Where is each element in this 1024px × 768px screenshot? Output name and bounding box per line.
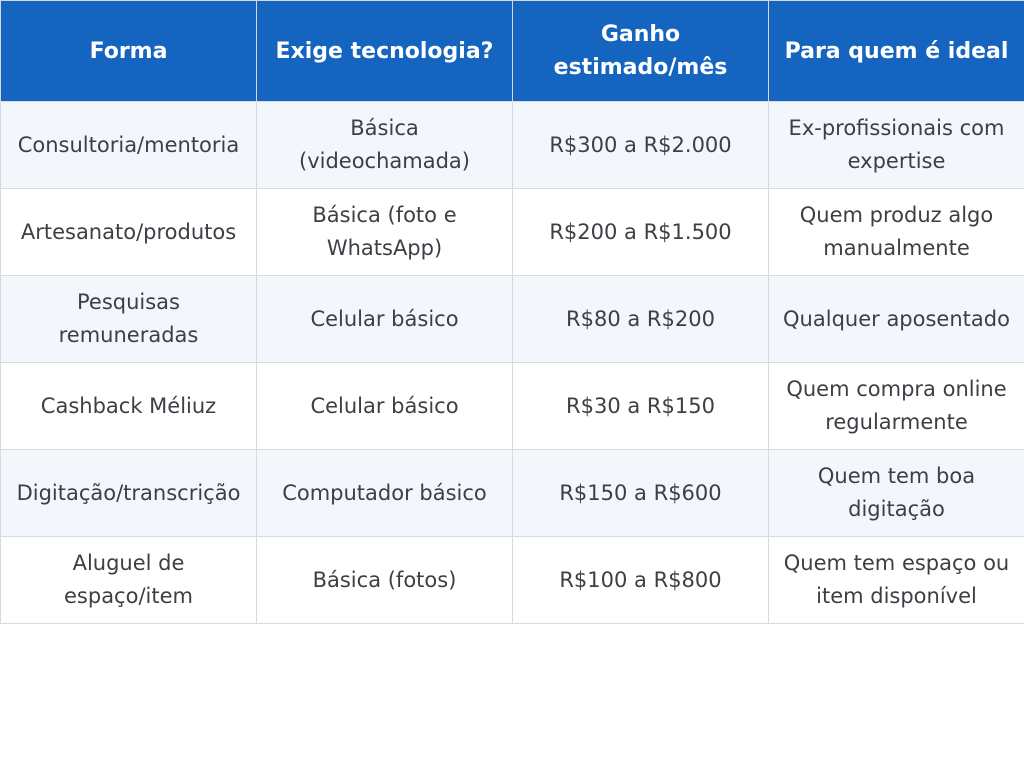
cell-ganho: R$200 a R$1.500 — [513, 189, 769, 276]
table-row — [1, 102, 1024, 189]
cell-forma: Consultoria/mentoria — [1, 102, 257, 189]
header-row — [1, 1, 1024, 102]
cell-tecnologia: Básica (foto e WhatsApp) — [257, 189, 513, 276]
table-header — [1, 1, 1024, 102]
cell-tecnologia: Celular básico — [257, 363, 513, 450]
cell-ganho: R$100 a R$800 — [513, 537, 769, 624]
header-ganho-estimado: Ganho estimado/mês — [513, 1, 769, 102]
cell-forma: Cashback Méliuz — [1, 363, 257, 450]
cell-ideal: Quem produz algo manualmente — [769, 189, 1024, 276]
cell-tecnologia: Celular básico — [257, 276, 513, 363]
cell-ideal: Quem tem espaço ou item disponível — [769, 537, 1024, 624]
cell-ganho: R$150 a R$600 — [513, 450, 769, 537]
cell-ideal: Qualquer aposentado — [769, 276, 1024, 363]
table-row — [1, 363, 1024, 450]
table-row — [1, 537, 1024, 624]
cell-forma: Artesanato/produtos — [1, 189, 257, 276]
header-forma: Forma — [1, 1, 257, 102]
cell-ganho: R$30 a R$150 — [513, 363, 769, 450]
cell-tecnologia: Básica (fotos) — [257, 537, 513, 624]
cell-ideal: Ex-profissionais com expertise — [769, 102, 1024, 189]
header-para-quem-e-ideal: Para quem é ideal — [769, 1, 1024, 102]
table-row — [1, 189, 1024, 276]
cell-ideal: Quem tem boa digitação — [769, 450, 1024, 537]
cell-ideal: Quem compra online regularmente — [769, 363, 1024, 450]
header-exige-tecnologia: Exige tecnologia? — [257, 1, 513, 102]
cell-ganho: R$80 a R$200 — [513, 276, 769, 363]
cell-tecnologia: Básica (videochamada) — [257, 102, 513, 189]
cell-forma: Digitação/transcrição — [1, 450, 257, 537]
cell-forma: Pesquisas remuneradas — [1, 276, 257, 363]
table-row — [1, 276, 1024, 363]
cell-forma: Aluguel de espaço/item — [1, 537, 257, 624]
table-body — [1, 102, 1024, 624]
table-row — [1, 450, 1024, 537]
cell-ganho: R$300 a R$2.000 — [513, 102, 769, 189]
cell-tecnologia: Computador básico — [257, 450, 513, 537]
